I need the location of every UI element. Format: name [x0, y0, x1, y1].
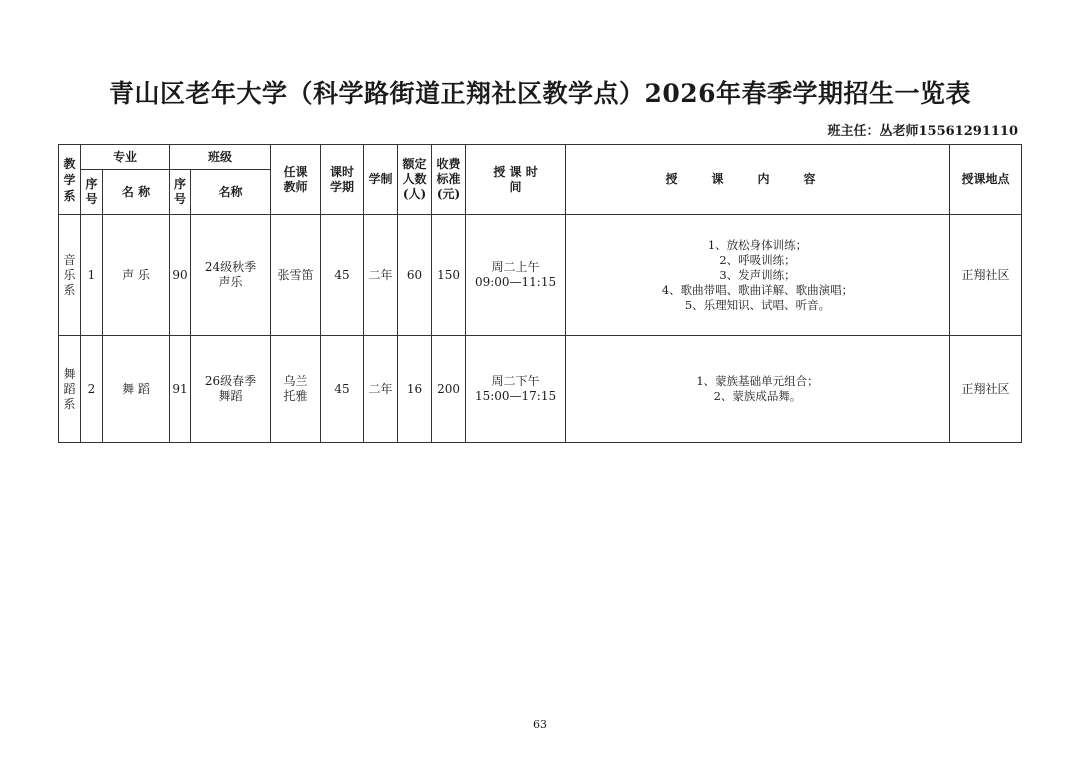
header-teacher: 任课教师	[271, 145, 321, 215]
header-time: 授 课 时 间	[466, 145, 566, 215]
row-duration: 二年	[364, 336, 398, 443]
row-content	[566, 336, 950, 443]
row-fee: 200	[432, 336, 466, 443]
header-duration: 学制	[364, 145, 398, 215]
row-teacher: 乌兰托雅	[271, 336, 321, 443]
row-duration: 二年	[364, 215, 398, 336]
header-hours: 课时学期	[321, 145, 364, 215]
row-class-name: 24级秋季声乐	[191, 215, 271, 336]
header-location: 授课地点	[950, 145, 1022, 215]
header-class-name: 名称	[191, 170, 271, 215]
row-dept: 音乐系	[59, 215, 81, 336]
page-number: 63	[533, 718, 547, 731]
row-time-day: 周二上午	[491, 260, 540, 274]
row-major-name: 声 乐	[103, 215, 170, 336]
row-location: 正翔社区	[950, 336, 1022, 443]
enrollment-table	[58, 144, 1022, 443]
header-major-no: 序号	[81, 170, 103, 215]
row-time	[466, 215, 566, 336]
row-major-no: 1	[81, 215, 103, 336]
row-major-no: 2	[81, 336, 103, 443]
content-item: 2、呼吸训练；	[719, 252, 796, 267]
row-major-name: 舞 蹈	[103, 336, 170, 443]
table-row	[59, 336, 1022, 443]
row-time	[466, 336, 566, 443]
header-row-top	[59, 145, 1022, 170]
content-item: 1、放松身体训练；	[707, 237, 808, 252]
row-hours: 45	[321, 215, 364, 336]
class-teacher-contact: 班主任：丛老师15561291110	[827, 124, 1018, 139]
row-teacher: 张雪笛	[271, 215, 321, 336]
header-fee: 收费标准(元)	[432, 145, 466, 215]
row-class-name: 26级春季舞蹈	[191, 336, 271, 443]
header-dept: 教学系	[59, 145, 81, 215]
row-location: 正翔社区	[950, 215, 1022, 336]
row-fee: 150	[432, 215, 466, 336]
page-title: 青山区老年大学（科学路街道正翔社区教学点）2026年春季学期招生一览表	[108, 79, 972, 108]
row-hours: 45	[321, 336, 364, 443]
header-major-name: 名 称	[103, 170, 170, 215]
content-item: 4、歌曲带唱、歌曲详解、歌曲演唱；	[661, 282, 854, 297]
table-row	[59, 215, 1022, 336]
row-quota: 16	[398, 336, 432, 443]
header-class-no: 序号	[170, 170, 191, 215]
row-content	[566, 215, 950, 336]
header-major: 专业	[81, 145, 170, 170]
row-class-no: 91	[170, 336, 191, 443]
row-quota: 60	[398, 215, 432, 336]
row-dept: 舞蹈系	[59, 336, 81, 443]
content-item: 3、发声训练；	[719, 267, 796, 282]
row-class-no: 90	[170, 215, 191, 336]
content-item: 1、蒙族基础单元组合；	[696, 374, 819, 388]
row-time-range: 15:00—17:15	[474, 389, 557, 403]
content-item: 5、乐理知识、试唱、听音。	[684, 297, 831, 312]
header-class: 班级	[170, 145, 271, 170]
content-item: 2、蒙族成品舞。	[713, 389, 802, 403]
header-quota: 额定人数(人)	[398, 145, 432, 215]
row-time-day: 周二下午	[491, 374, 540, 388]
header-content: 授课内容	[566, 145, 950, 215]
row-time-range: 09:00—11:15	[474, 275, 557, 289]
